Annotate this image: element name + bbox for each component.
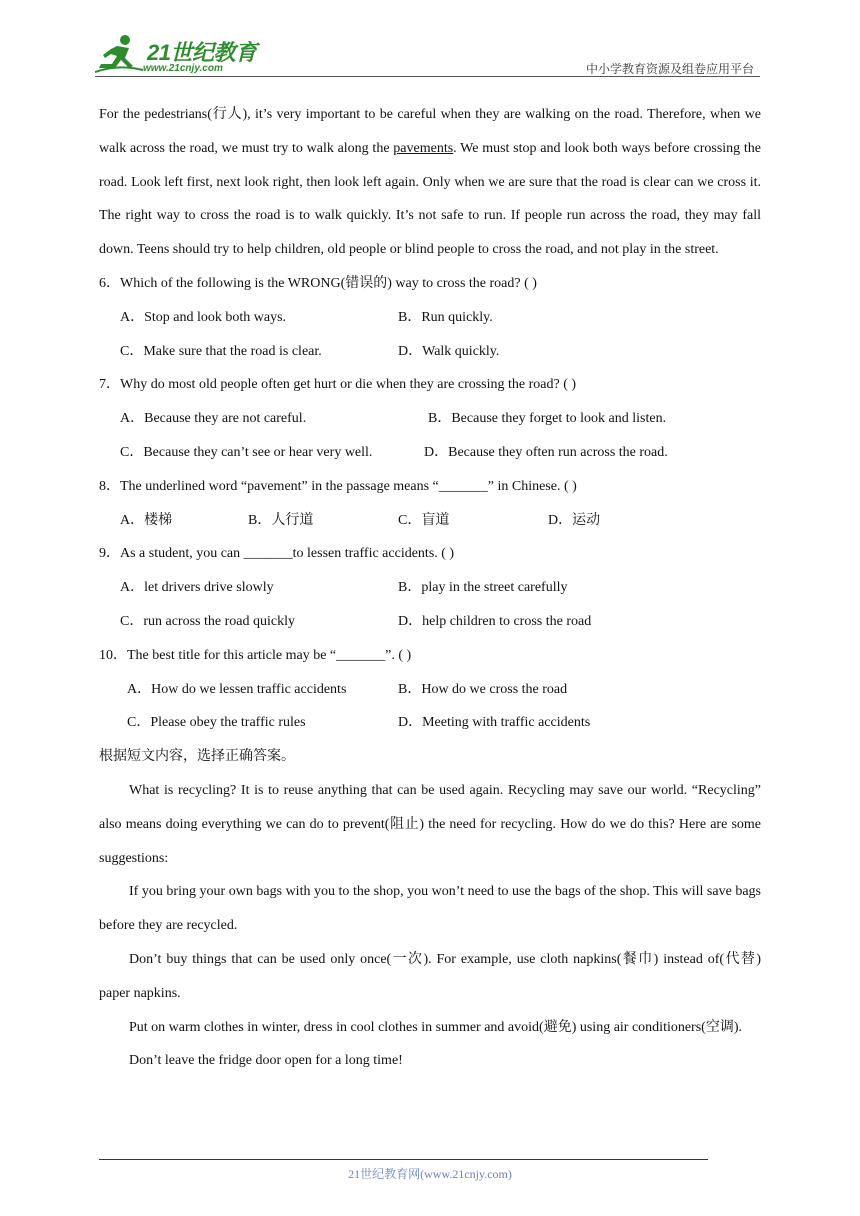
question-10-stem: 10．The best title for this article may be “_______”. ( )	[99, 647, 412, 663]
platform-title: 中小学教育资源及组卷应用平台	[585, 62, 754, 76]
option-b: B．play in the street carefully	[398, 580, 568, 596]
passage-one	[99, 98, 761, 267]
option-d: D．Walk quickly.	[398, 343, 500, 359]
option-a: A．Stop and look both ways.	[120, 309, 287, 325]
question-6-stem: 6．Which of the following is the WRONG(错误的) way to cross the road? ( )	[99, 275, 537, 291]
question-9-stem: 9．As a student, you can _______to lessen traffic accidents. ( )	[99, 546, 455, 562]
option-c: C．Make sure that the road is clear.	[120, 343, 322, 359]
question-7-options-row-1	[99, 402, 761, 436]
option-a: A．楼梯	[120, 512, 173, 528]
option-d: D．help children to cross the road	[398, 613, 592, 629]
option-b: B．人行道	[248, 512, 314, 528]
header-divider	[95, 76, 760, 77]
option-d: D．运动	[548, 512, 601, 528]
passage-two-paragraph: Don’t buy things that can be used only once(一次). For example, use cloth napkins(餐巾) instead of(代替) paper napkins.	[99, 951, 761, 1001]
page-header	[95, 28, 760, 76]
question-9-options-row-1	[99, 571, 761, 605]
option-b: B．Run quickly.	[398, 309, 493, 325]
option-b: B．Because they forget to look and listen.	[428, 411, 667, 427]
option-d: D．Meeting with traffic accidents	[398, 715, 591, 731]
passage-two-paragraph: If you bring your own bags with you to the shop, you won’t need to use the bags of the shop. This will save bags before they are recycled.	[99, 884, 761, 934]
option-c: C．Because they can’t see or hear very well.	[120, 444, 373, 460]
logo	[95, 34, 265, 76]
document-body	[99, 98, 761, 1078]
question-6-options-row-2	[99, 335, 761, 369]
question-10-options-row-2	[99, 706, 761, 740]
option-c: C．Please obey the traffic rules	[127, 715, 306, 731]
passage-one-text-start: For the pedestrians(行人), it’s very important to be careful when they are walking on the road. Therefore, when we walk across the road, we must try to walk along the	[99, 107, 761, 156]
passage-two-paragraph: Put on warm clothes in winter, dress in cool clothes in summer and avoid(避免) using air conditioners(空调).	[129, 1019, 742, 1035]
runner-logo-icon	[95, 34, 145, 74]
option-b: B．How do we cross the road	[398, 681, 568, 697]
question-8-stem: 8．The underlined word “pavement” in the passage means “_______” in Chinese. ( )	[99, 478, 577, 494]
underlined-word: pavements	[393, 140, 454, 156]
question-6-options-row-1	[99, 301, 761, 335]
option-a: A．let drivers drive slowly	[120, 580, 274, 596]
question-7-stem: 7．Why do most old people often get hurt or die when they are crossing the road? ( )	[99, 377, 577, 393]
passage-one-text-end: . We must stop and look both ways before crossing the road. Look left first, next look right, then look left again. Only when we are sure that the road is clear can we cross it. The right way to cross the road is to walk quickly. It’s not safe to run. If people run across the road, they may fall down. Teens should try to help children, old people or blind people to cross the road, and not play in the street.	[99, 140, 761, 258]
option-c: C．run across the road quickly	[120, 613, 295, 629]
footer-divider	[99, 1159, 708, 1160]
question-8-options	[99, 504, 761, 538]
question-9-options-row-2	[99, 605, 761, 639]
option-c: C．盲道	[398, 512, 450, 528]
option-a: A．Because they are not careful.	[120, 411, 307, 427]
passage-two-paragraph: What is recycling? It is to reuse anything that can be used again. Recycling may save our world. “Recycling” also means doing everything we can do to prevent(阻止) the need for recycling. How do we do this? Here are some suggestions:	[99, 782, 761, 866]
section-instruction: 根据短文内容，选择正确答案。	[99, 749, 295, 765]
logo-url: www.21cnjy.com	[143, 63, 223, 74]
page-footer: 21世纪教育网(www.21cnjy.com)	[348, 1167, 512, 1181]
option-d: D．Because they often run across the road.	[424, 444, 668, 460]
question-7-options-row-2	[99, 436, 761, 470]
option-a: A．How do we lessen traffic accidents	[127, 681, 347, 697]
passage-two-paragraph: Don’t leave the fridge door open for a long time!	[129, 1053, 403, 1069]
logo-brand: 21世纪教育	[147, 40, 257, 65]
question-10-options-row-1	[99, 673, 761, 707]
